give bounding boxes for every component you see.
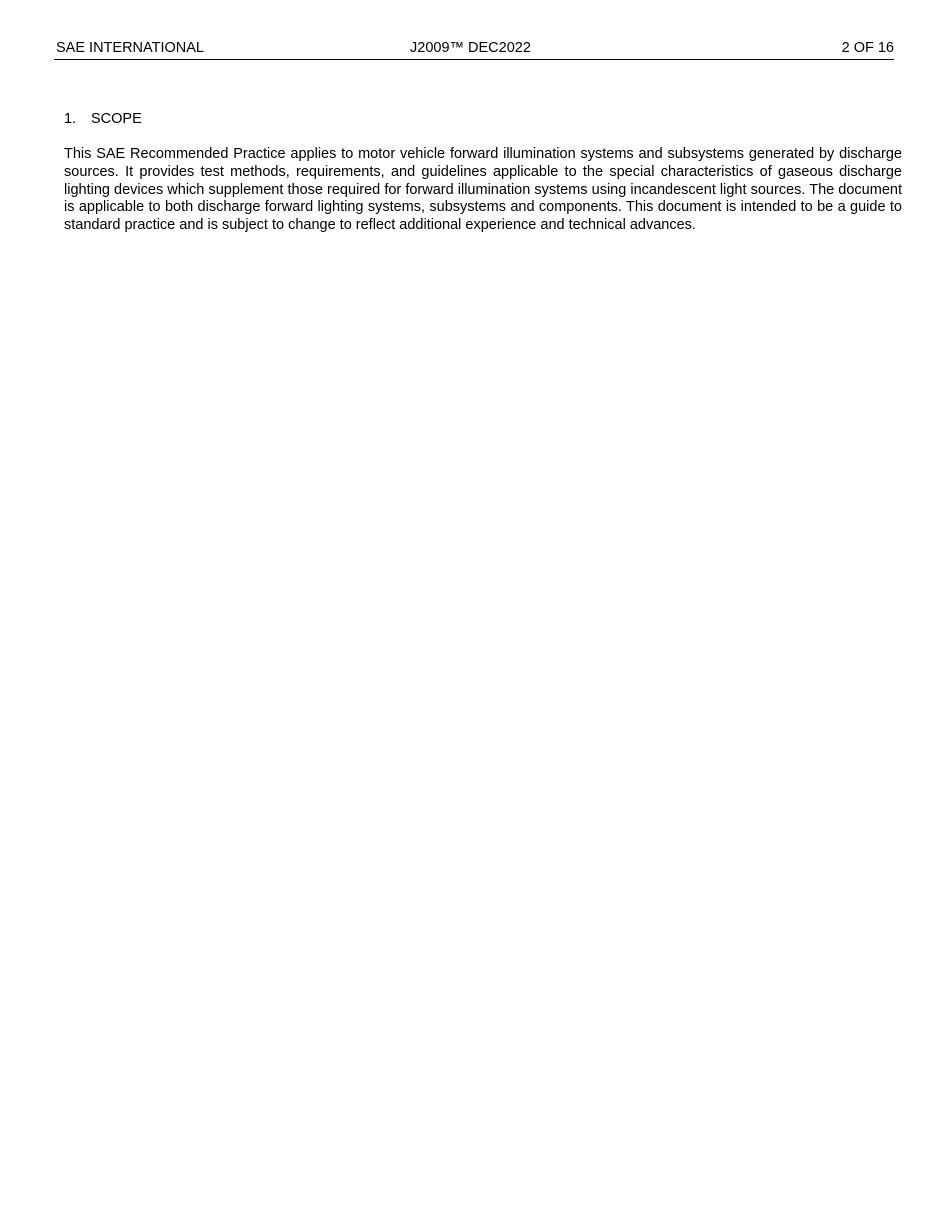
page-header: [55, 39, 894, 59]
header-page-indicator: 2 OF 16: [841, 40, 894, 56]
section-title: SCOPE: [91, 111, 142, 127]
header-organization: SAE INTERNATIONAL: [56, 40, 204, 56]
header-divider: [54, 59, 894, 60]
header-document-id: J2009™ DEC2022: [410, 40, 531, 56]
section-body-scope: This SAE Recommended Practice applies to motor vehicle forward illumination systems and subsystems generated by discharge sources. It provides test methods, requirements, and guidelines applicable to the special characteristics of gaseous discharge lighting devices which supplement those required for forward illumination systems using incandescent light sources. The document is applicable to both discharge forward lighting systems, subsystems and components. This document is intended to be a guide to standard practice and is subject to change to reflect additional experience and technical advances.: [64, 146, 902, 234]
section-number: 1.: [64, 111, 77, 127]
section-heading-scope: [64, 110, 142, 128]
